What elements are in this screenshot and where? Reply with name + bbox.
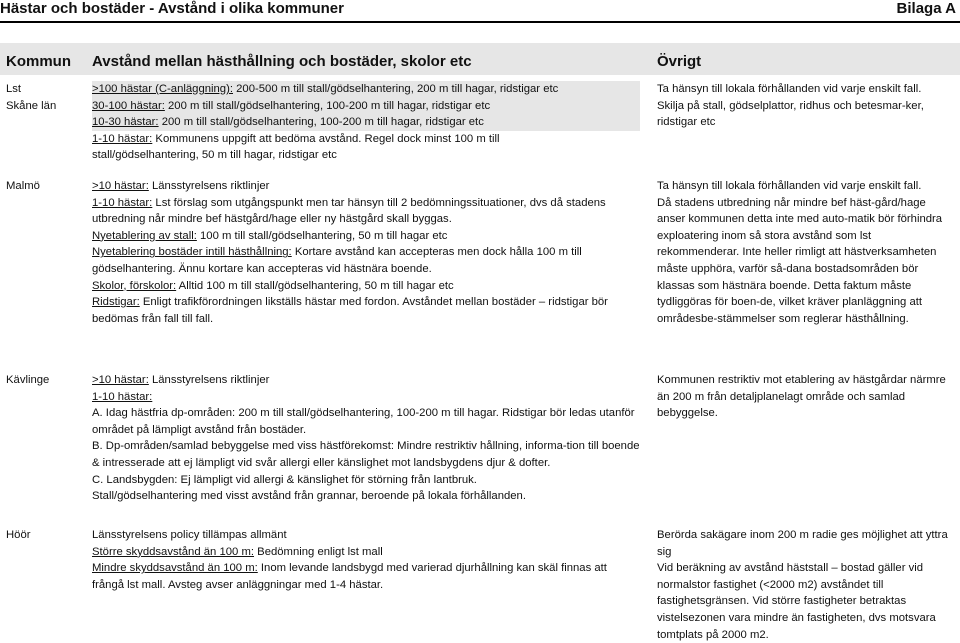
column-header-kommun: Kommun bbox=[6, 53, 71, 70]
distance-line: Skolor, förskolor: Alltid 100 m till stall/gödselhantering, 50 m till hagar etc bbox=[92, 279, 454, 292]
distance-line: Mindre skyddsavstånd än 100 m: Inom levande landsbygd med varierad djurhållning kan skäl finnas att frångå lst mall. Avsteg avser anläggningar med 1-4 hästar. bbox=[92, 562, 607, 591]
header-divider bbox=[0, 21, 960, 23]
kommun-cell bbox=[6, 81, 78, 114]
distance-line: Länsstyrelsens policy tillämpas allmänt bbox=[92, 529, 287, 541]
kommun-name: Kävlinge bbox=[6, 374, 50, 386]
distance-line: Större skyddsavstånd än 100 m: Bedömning enligt lst mall bbox=[92, 545, 383, 558]
kommun-cell bbox=[6, 372, 78, 389]
ovrigt-paragraph: Kommunen restriktiv mot etablering av hästgårdar närmre än 200 m från detaljplanelagt område och samlad bebyggelse. bbox=[657, 374, 946, 420]
distance-line: Nyetablering av stall: 100 m till stall/gödselhantering, 50 m till hagar etc bbox=[92, 229, 448, 242]
ovrigt-cell bbox=[657, 178, 955, 327]
ovrigt-paragraph: Skilja på stall, gödselplattor, ridhus och betesmar-ker, ridstigar etc bbox=[657, 99, 924, 129]
ovrigt-paragraph: Då stadens utbredning når mindre bef häst-gård/hage anser kommunen detta inte med auto-matik bör förhindra exploatering inom så stora avstånd som lst rekommenderar. Inte heller rimligt att hästverksamheten måste upphöra, varför så-dana bostadsområden bör klassas som hästnära boende. Detta faktum måste tydliggöras för boen-de, vilket kräver planläggning att områdesbe-stämmelser som reglerar hästhållning. bbox=[657, 196, 943, 325]
document-title: Hästar och bostäder - Avstånd i olika kommuner bbox=[0, 0, 344, 17]
ovrigt-paragraph: Ta hänsyn till lokala förhållanden vid varje enskilt fall. bbox=[657, 180, 922, 192]
distance-cell bbox=[92, 372, 640, 505]
column-header-ovrigt: Övrigt bbox=[657, 53, 702, 70]
kommun-name: Lst bbox=[6, 83, 22, 95]
column-header-avstand: Avstånd mellan hästhållning och bostäder, skolor etc bbox=[92, 53, 472, 70]
distance-line: Ridstigar: Enligt trafikförordningen likställs hästar med fordon. Avståndet mellan bostäder – ridstigar bör bedömas från fall till fall. bbox=[92, 296, 608, 325]
table-row bbox=[0, 527, 960, 639]
kommun-name: Skåne län bbox=[6, 99, 57, 112]
distance-line: >10 hästar: Länsstyrelsens riktlinjer bbox=[92, 374, 270, 386]
distance-line: Stall/gödselhantering med visst avstånd från grannar, beroende på lokala förhållanden. bbox=[92, 490, 526, 503]
distance-line: 1-10 hästar: bbox=[92, 390, 153, 403]
distance-line: A. Idag hästfria dp-områden: 200 m till stall/gödselhantering, 100-200 m till hagar. Ridstigar bör ledas utanför området på lämpligt avstånd från bostäder. bbox=[92, 407, 635, 436]
annex-label: Bilaga A bbox=[896, 0, 956, 17]
kommun-name: Höör bbox=[6, 529, 31, 541]
distance-cell bbox=[92, 527, 640, 593]
ovrigt-paragraph: Berörda sakägare inom 200 m radie ges möjlighet att yttra sig bbox=[657, 529, 948, 558]
distance-line: >10 hästar: Länsstyrelsens riktlinjer bbox=[92, 180, 270, 192]
ovrigt-cell bbox=[657, 527, 955, 643]
distance-cell bbox=[92, 178, 640, 327]
ovrigt-paragraph: Ta hänsyn till lokala förhållanden vid varje enskilt fall. bbox=[657, 83, 922, 95]
table-row bbox=[0, 372, 960, 522]
distance-line: 30-100 hästar: 200 m till stall/gödselhantering, 100-200 m till hagar, ridstigar etc bbox=[92, 98, 640, 115]
distance-line: Nyetablering bostäder intill hästhållning: Kortare avstånd kan accepteras men dock hålla 100 m till gödselhantering. Ännu kortare kan accepteras vid hästnära boende. bbox=[92, 246, 582, 275]
document-header bbox=[0, 0, 960, 20]
distance-line: 1-10 hästar: Kommunens uppgift att bedöma avstånd. Regel dock minst 100 m till stall/gödselhantering, 50 m till hagar, ridstigar etc bbox=[92, 132, 500, 162]
kommun-cell bbox=[6, 527, 78, 544]
ovrigt-cell bbox=[657, 372, 955, 422]
distance-line: C. Landsbygden: Ej lämpligt vid allergi & känslighet för störning från lantbruk. bbox=[92, 473, 477, 486]
distance-line: >100 hästar (C-anläggning): 200-500 m till stall/gödselhantering, 200 m till hagar, ridstigar etc bbox=[92, 81, 640, 98]
distance-line: B. Dp-områden/samlad bebyggelse med viss hästförekomst: Mindre restriktiv hållning, informa-tion till boende & intresserade att ej lämpligt vid svår allergi eller känslighet mot landsbygdens djur & dofter. bbox=[92, 440, 640, 469]
kommun-name: Malmö bbox=[6, 180, 40, 192]
distance-cell bbox=[92, 81, 640, 164]
table-header bbox=[0, 43, 960, 75]
kommun-cell bbox=[6, 178, 78, 195]
distance-line: 10-30 hästar: 200 m till stall/gödselhantering, 100-200 m till hagar, ridstigar etc bbox=[92, 114, 640, 131]
ovrigt-paragraph: Vid beräkning av avstånd häststall – bostad gäller vid normalstor fastighet (<2000 m2) avståndet till fastighetsgränsen. Vid större fastigheter betraktas vistelsezonen vara mindre än fastigheten, dvs motsvara tomtplats på 2000 m2. bbox=[657, 562, 936, 641]
distance-line: 1-10 hästar: Lst förslag som utgångspunkt men tar hänsyn till 2 bedömningssituationer, dvs då stadens utbredning når mindre bef hästgård/hage eller ny hästgård skall byggas. bbox=[92, 196, 606, 226]
table-row bbox=[0, 178, 960, 358]
ovrigt-cell bbox=[657, 81, 955, 131]
table-row bbox=[0, 79, 960, 177]
